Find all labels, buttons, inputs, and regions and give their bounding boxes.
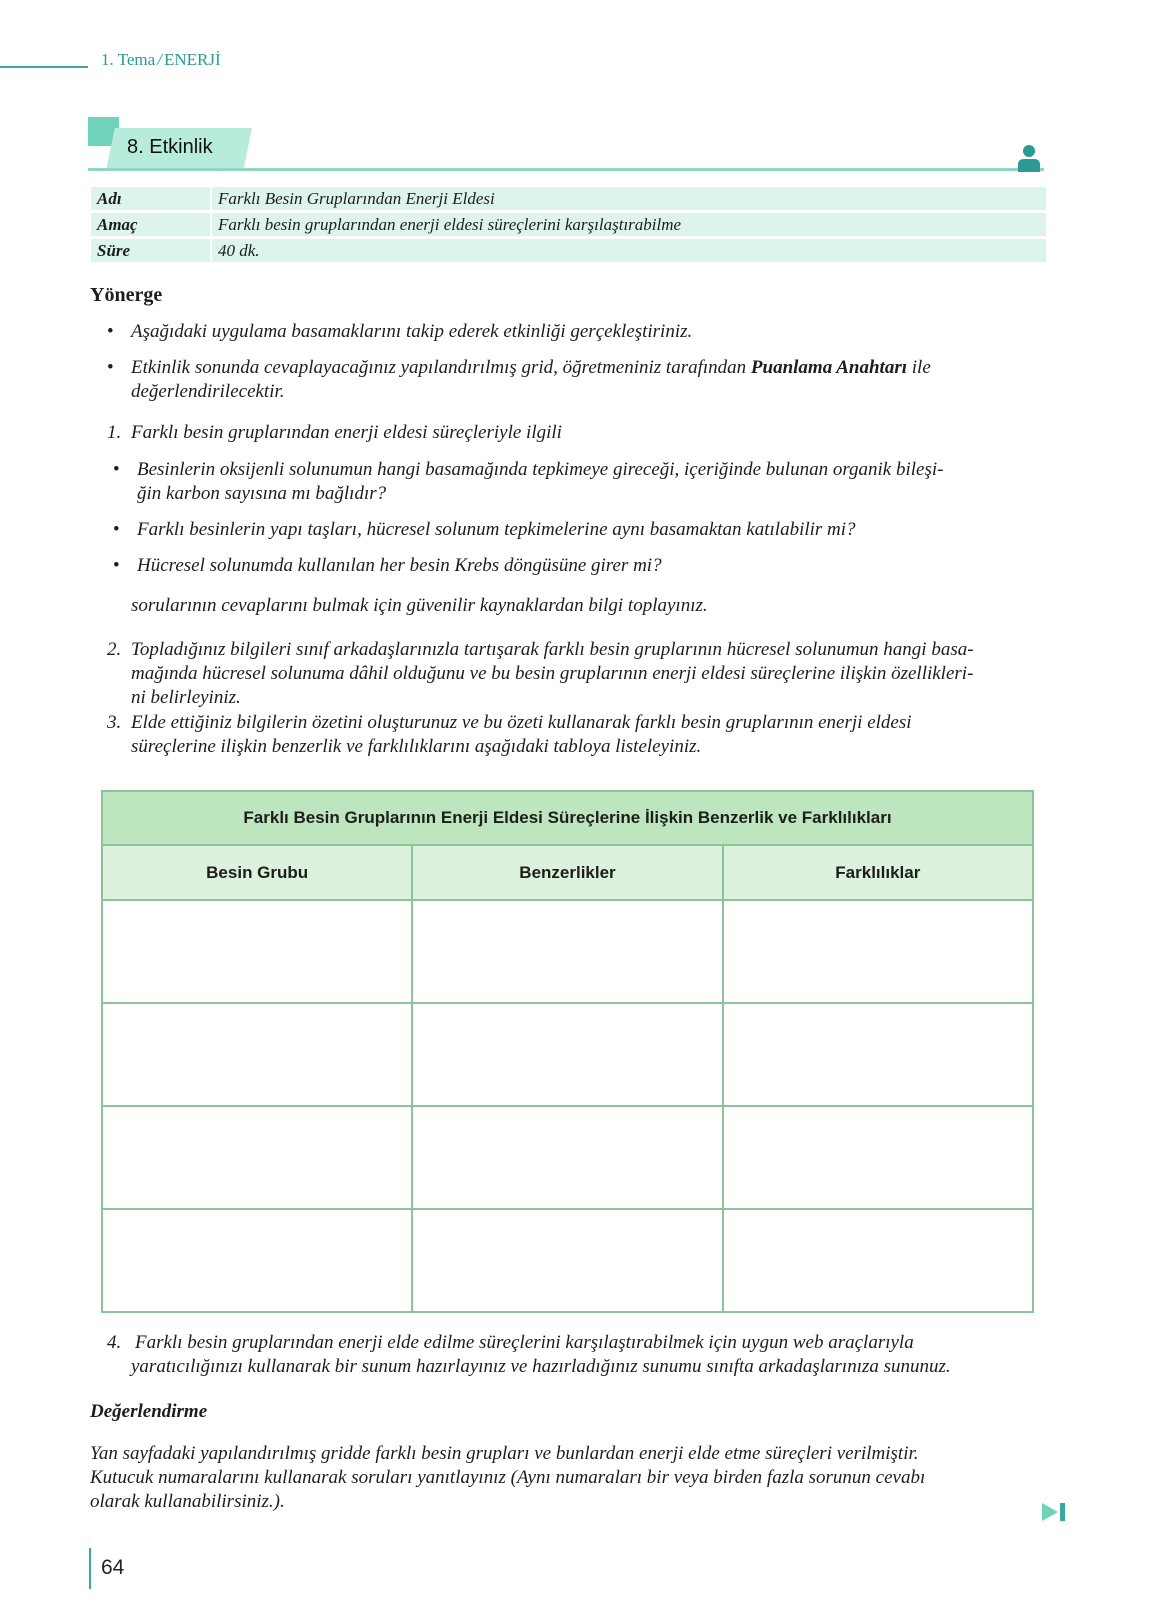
question-text: Besinlerin oksijenli solunumun hangi basamağında tepkimeye gireceği, içeriğinde bulunan organik bileşi- — [137, 459, 944, 480]
person-icon — [1016, 144, 1042, 172]
banner-rule — [88, 168, 1044, 171]
step-text: ni belirleyiniz. — [131, 687, 241, 708]
table-title-row — [102, 791, 1033, 845]
step-number: 4. — [107, 1332, 122, 1353]
page-number-rule — [89, 1548, 91, 1589]
instructions-heading: Yönerge — [90, 284, 163, 306]
table-cell[interactable] — [412, 1106, 722, 1209]
table-row — [102, 900, 1033, 1003]
step-number: 1. — [107, 422, 122, 443]
step-text: Farklı besin gruplarından enerji elde edilme süreçlerini karşılaştırabilmek için uygun web araçlarıyla — [135, 1332, 914, 1353]
column-header-differences: Farklılıklar — [723, 845, 1033, 900]
column-header-similarities: Benzerlikler — [412, 845, 722, 900]
info-row-name — [91, 187, 1046, 210]
step-text: Topladığınız bilgileri sınıf arkadaşlarınızla tartışarak farklı besin gruplarının hücresel solunumun hangi basa- — [131, 639, 974, 660]
scoring-key-term: Puanlama Anahtarı — [750, 357, 908, 378]
info-value: Farklı Besin Gruplarından Enerji Eldesi — [212, 187, 1046, 210]
step-text: Farklı besin gruplarından enerji eldesi süreçleriyle ilgili — [131, 422, 562, 443]
bullet-item — [107, 320, 114, 344]
comparison-table — [101, 790, 1034, 1313]
header-theme: 1. Tema — [101, 50, 156, 69]
step-text: süreçlerine ilişkin benzerlik ve farklılıklarını aşağıdaki tabloya listeleyiniz. — [131, 736, 702, 757]
table-cell[interactable] — [102, 1106, 412, 1209]
step-number: 2. — [107, 639, 122, 660]
header-subject: ENERJİ — [163, 50, 221, 69]
column-header-food-group: Besin Grubu — [102, 845, 412, 900]
info-row-purpose — [91, 213, 1046, 236]
table-title: Farklı Besin Gruplarının Enerji Eldesi Süreçlerine İlişkin Benzerlik ve Farklılıkları — [102, 791, 1033, 845]
bullet-item — [107, 356, 114, 380]
table-cell[interactable] — [412, 1003, 722, 1106]
bullet-dot: • — [107, 321, 114, 342]
activity-title: 8. Etkinlik — [127, 136, 213, 158]
table-cell[interactable] — [412, 900, 722, 1003]
header-rule — [0, 66, 88, 68]
bullet-text: Etkinlik sonunda cevaplayacağınız yapılandırılmış grid, öğretmeniniz tarafından Puanlama Anahtarı ile — [131, 357, 931, 378]
info-label: Amaç — [91, 213, 210, 236]
bullet-text-continuation: değerlendirilecektir. — [131, 381, 285, 402]
question-bullet: • — [113, 519, 120, 540]
table-cell[interactable] — [723, 1003, 1033, 1106]
question-text-continuation: ğin karbon sayısına mı bağlıdır? — [137, 483, 387, 504]
table-cell[interactable] — [412, 1209, 722, 1312]
question-bullet: • — [113, 459, 120, 480]
table-cell[interactable] — [723, 900, 1033, 1003]
step-number: 3. — [107, 712, 122, 733]
table-cell[interactable] — [102, 900, 412, 1003]
table-row — [102, 1209, 1033, 1312]
page-header — [101, 50, 221, 70]
evaluation-text: Kutucuk numaralarını kullanarak soruları yanıtlayınız (Aynı numaraları bir veya birden fazla sorunun cevabı — [90, 1467, 926, 1488]
question-text: Farklı besinlerin yapı taşları, hücresel solunum tepkimelerine aynı basamaktan katılabilir mi? — [137, 519, 856, 540]
info-label: Adı — [91, 187, 210, 210]
info-label: Süre — [91, 239, 210, 262]
table-row — [102, 1106, 1033, 1209]
bullet-text: Aşağıdaki uygulama basamaklarını takip ederek etkinliği gerçekleştiriniz. — [131, 321, 693, 342]
activity-info-table — [91, 184, 1046, 265]
header-separator: / — [157, 50, 162, 69]
table-row — [102, 1003, 1033, 1106]
evaluation-text: olarak kullanabilirsiniz.). — [90, 1491, 285, 1512]
evaluation-heading: Değerlendirme — [90, 1401, 208, 1422]
info-value: Farklı besin gruplarından enerji eldesi süreçlerini karşılaştırabilme — [212, 213, 1046, 236]
next-page-icon[interactable] — [1042, 1503, 1066, 1521]
info-value: 40 dk. — [212, 239, 1046, 262]
bullet-dot: • — [107, 357, 114, 378]
evaluation-text: Yan sayfadaki yapılandırılmış gridde farklı besin grupları ve bunlardan enerji elde etme süreçleri verilmiştir. — [90, 1443, 919, 1464]
step-text: mağında hücresel solunuma dâhil olduğunu ve bu besin gruplarının enerji eldesi süreçlerine ilişkin özellikleri- — [131, 663, 974, 684]
question-text: Hücresel solunumda kullanılan her besin Krebs döngüsüne girer mi? — [137, 555, 662, 576]
table-header-row — [102, 845, 1033, 900]
step-text: Elde ettiğiniz bilgilerin özetini oluşturunuz ve bu özeti kullanarak farklı besin gruplarının enerji eldesi — [131, 712, 912, 733]
table-cell[interactable] — [102, 1209, 412, 1312]
step-text: yaratıcılığınızı kullanarak bir sunum hazırlayınız ve hazırladığınız sunumu sınıfta arkadaşlarınıza sununuz. — [131, 1356, 951, 1377]
table-cell[interactable] — [102, 1003, 412, 1106]
info-row-duration — [91, 239, 1046, 262]
page-number: 64 — [101, 1556, 125, 1579]
table-cell[interactable] — [723, 1209, 1033, 1312]
question-bullet: • — [113, 555, 120, 576]
table-cell[interactable] — [723, 1106, 1033, 1209]
step-closing-text: sorularının cevaplarını bulmak için güvenilir kaynaklardan bilgi toplayınız. — [131, 595, 708, 616]
